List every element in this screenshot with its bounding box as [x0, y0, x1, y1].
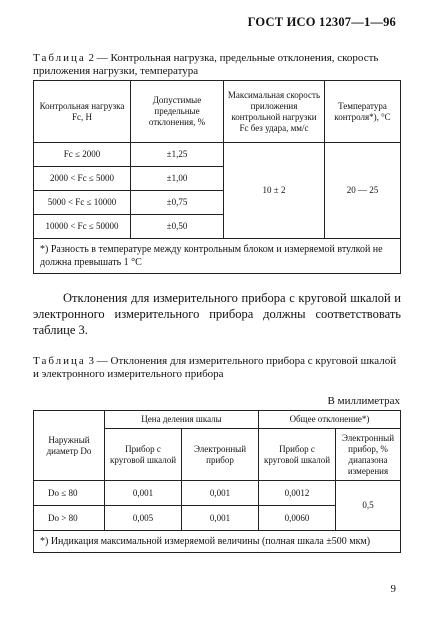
table3-header-dial1: Прибор с круговой шкалой — [105, 429, 182, 481]
table3-diameter-cell: Do ≤ 80 — [34, 481, 105, 506]
body-paragraph: Отклонения для измерительного прибора с круговой шкалой и электронного измерительного прибора должны соответствовать таблице 3. — [33, 291, 401, 337]
table3-header-electronic2: Электронный прибор, % диапазона измерения — [336, 429, 401, 481]
table3-value-cell: 0,001 — [182, 481, 259, 506]
table3-value-cell: 0,001 — [105, 481, 182, 506]
document-header: ГОСТ ИСО 12307—1—96 — [247, 15, 396, 29]
table2-tolerance-cell: ±1,25 — [131, 143, 224, 167]
table-row — [34, 81, 401, 143]
page-number: 9 — [390, 583, 396, 595]
table2-tolerance-cell: ±0,50 — [131, 215, 224, 239]
table3-footnote: *) Индикация максимальной измеряемой величины (полная шкала ±500 мкм) — [34, 531, 401, 553]
table-row — [34, 481, 401, 506]
table3-caption-text: — Отклонения для измерительного прибора с круговой шкалой и электронного измерительного прибора — [33, 355, 397, 380]
table2-load-cell: 2000 < Fc ≤ 5000 — [34, 167, 131, 191]
table3-value-cell: 0,0060 — [259, 506, 336, 531]
table3-group-deviation: Общее отклонение*) — [259, 411, 401, 429]
table3-header-electronic1: Электронный прибор — [182, 429, 259, 481]
table2-caption-label: Таблица — [33, 52, 86, 64]
table3-unit: В миллиметрах — [327, 395, 400, 407]
table-row — [34, 143, 401, 167]
table2-caption-text: — Контрольная нагрузка, предельные отклонения, скорость приложения нагрузки, температура — [33, 52, 379, 77]
table2-load-cell: Fc ≤ 2000 — [34, 143, 131, 167]
table2 — [33, 80, 401, 274]
table2-header-temperature: Температура контроля*), °С — [325, 81, 401, 143]
table-row — [34, 239, 401, 274]
table2-caption — [33, 52, 400, 78]
table3-group-scale: Цена деления шкалы — [105, 411, 259, 429]
table2-caption-number: 2 — [88, 52, 95, 64]
table3 — [33, 410, 401, 553]
table3-caption-number: 3 — [88, 355, 95, 367]
table3-diameter-cell: Do > 80 — [34, 506, 105, 531]
table3-header-dial2: Прибор с круговой шкалой — [259, 429, 336, 481]
table2-header-load: Контрольная нагрузка Fc, Н — [34, 81, 131, 143]
table-row — [34, 531, 401, 553]
table2-speed-cell: 10 ± 2 — [224, 143, 325, 239]
table2-load-cell: 5000 < Fc ≤ 10000 — [34, 191, 131, 215]
table2-header-speed: Максимальная скорость приложения контрольной нагрузки Fc без удара, мм/с — [224, 81, 325, 143]
table3-value-cell: 0,001 — [182, 506, 259, 531]
table-row — [34, 411, 401, 429]
table3-caption-label: Таблица — [33, 355, 86, 367]
table2-tolerance-cell: ±1,00 — [131, 167, 224, 191]
table2-footnote: *) Разность в температуре между контрольным блоком и измеряемой втулкой не должна превышать 1 °С — [34, 239, 401, 274]
table3-caption — [33, 355, 400, 381]
table2-temperature-cell: 20 — 25 — [325, 143, 401, 239]
table3-header-diameter: Наружный диаметр Do — [34, 411, 105, 481]
table3-value-cell: 0,005 — [105, 506, 182, 531]
table3-merged-cell: 0,5 — [336, 481, 401, 531]
table2-load-cell: 10000 < Fc ≤ 50000 — [34, 215, 131, 239]
table2-header-tolerance: Допустимые предельные отклонения, % — [131, 81, 224, 143]
table3-value-cell: 0,0012 — [259, 481, 336, 506]
table2-tolerance-cell: ±0,75 — [131, 191, 224, 215]
